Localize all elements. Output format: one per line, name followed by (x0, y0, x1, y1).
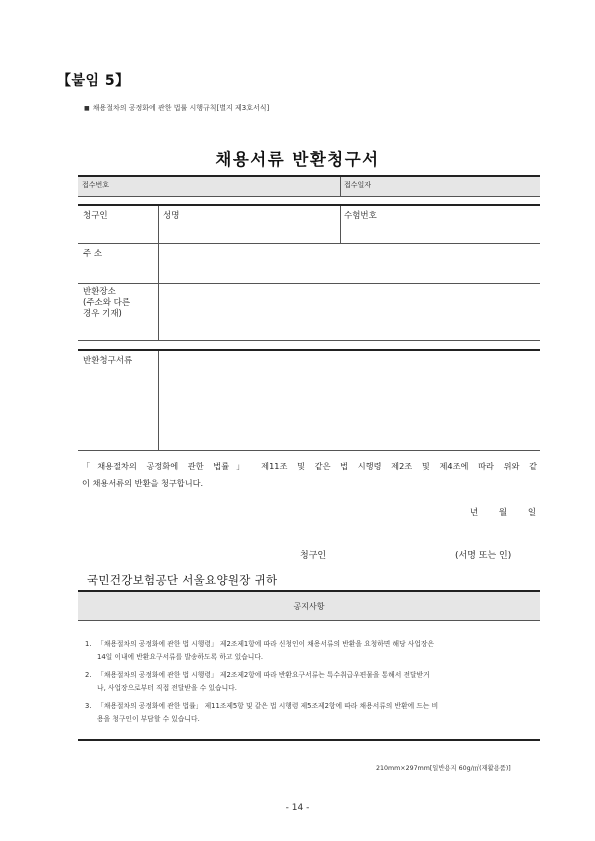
receipt-bottom-rule (78, 196, 540, 197)
page-number: - 14 - (285, 803, 310, 813)
applicant-top-rule (78, 204, 540, 206)
name-field[interactable]: 성명 (163, 211, 180, 221)
address-field[interactable] (160, 245, 538, 282)
signature-note: (서명 또는 인) (455, 551, 512, 561)
applicant-label-divider (158, 206, 159, 340)
signature-applicant-label: 청구인 (300, 551, 327, 561)
paper-spec: 210mm×297mm[일반용지 60g/㎡(재활용품)] (376, 765, 511, 772)
notice-item-1: 1. 「채용절차의 공정화에 관한 법 시행령」 제2조제1항에 따라 신청인이 채용서류의 반환을 요청하면 해당 사업장은 14일 이내에 반환요구서류를 발송하도록 하고 있습니다. (85, 640, 435, 661)
date-line: 년 월 일 (470, 508, 537, 518)
square-bullet-icon: ■ (84, 105, 90, 112)
documents-divider (158, 351, 159, 450)
recipient: 국민건강보험공단 서울요양원장 귀하 (87, 573, 278, 587)
address-label: 주 소 (83, 249, 103, 259)
receipt-row-background (78, 176, 540, 196)
name-exam-divider (340, 206, 341, 243)
law-reference (84, 103, 269, 113)
row-rule-1 (78, 243, 540, 244)
documents-label: 반환청구서류 (83, 356, 133, 366)
notice-bottom-rule (78, 739, 540, 741)
applicant-bottom-rule (78, 340, 540, 341)
return-place-field[interactable] (160, 285, 538, 339)
documents-field[interactable] (160, 352, 538, 448)
attachment-label: 【붙임 5】 (57, 73, 130, 89)
receipt-number-label: 접수번호 (82, 181, 110, 189)
statement-line-2: 이 채용서류의 반환을 청구합니다. (82, 478, 204, 488)
row-rule-2 (78, 283, 540, 284)
notice-header-rule (78, 620, 540, 621)
form-title: 채용서류 반환청구서 (215, 150, 380, 169)
documents-top-rule (78, 349, 540, 351)
notice-item-2: 2. 「채용절차의 공정화에 관한 법 시행령」 제2조제2항에 따라 반환요구서류는 특수취급우편물을 통해서 전달받거 나, 사업장으로부터 직접 전달받을 수 있습니다. (85, 671, 430, 692)
notice-title: 공지사항 (293, 602, 325, 611)
return-place-label: 반환장소 (주소와 다른 경우 기재) (83, 287, 131, 319)
top-rule (78, 175, 540, 177)
documents-bottom-rule (78, 450, 540, 451)
notice-item-3: 3. 「채용절차의 공정화에 관한 법률」 제11조제5항 및 같은 법 시행령 제5조제2항에 따라 채용서류의 반환에 드는 비 용을 청구인이 부담할 수 있습니다. (85, 702, 439, 723)
law-reference-text: 채용절차의 공정화에 관한 법률 시행규칙[별지 제3호서식] (92, 104, 270, 112)
receipt-divider (340, 177, 341, 196)
exam-number-field[interactable]: 수험번호 (344, 211, 377, 221)
receipt-date-label: 접수일자 (344, 181, 372, 189)
statement-line-1: 「채용절차의 공정화에 관한 법률」 제11조 및 같은 법 시행령 제2조 및 제4조에 따라 위와 같 (82, 461, 537, 471)
applicant-label: 청구인 (83, 211, 108, 221)
